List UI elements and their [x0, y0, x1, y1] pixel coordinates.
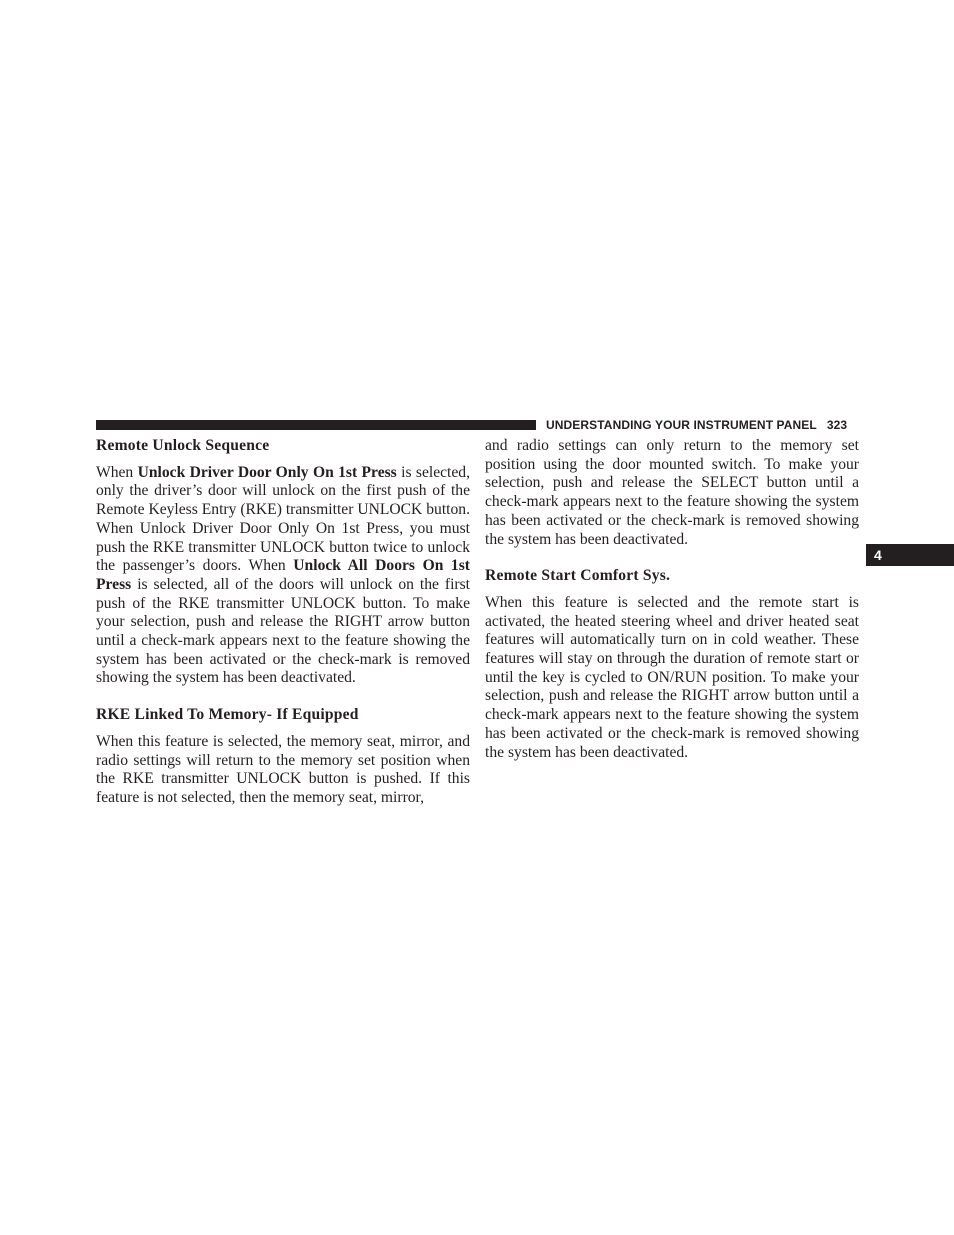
text-span: is selected, only the driver’s door will unlock on the first push of the Remote Keyless Entry (RKE) transmitter UNLOCK button. When Unlock Driver Door Only On 1st Press, you must push the RKE transmitter UNLOCK button twice to unlock the passenger’s doors. When	[96, 463, 470, 575]
page-number: 323	[826, 418, 848, 432]
right-column	[485, 437, 859, 762]
running-header	[546, 417, 847, 433]
rke-linked-to-memory-continued: and radio settings can only return to the memory set position using the door mounted switch. To make your selection, push and release the SELECT button until a check-mark appears next to the feature showing the system has been activated or the check-mark is removed showing the system has been deactivated.	[485, 437, 859, 548]
remote-start-comfort-heading: Remote Start Comfort Sys.	[485, 567, 671, 585]
chapter-tab: 4	[866, 544, 954, 566]
text-span: When	[96, 463, 134, 481]
remote-unlock-sequence-heading: Remote Unlock Sequence	[96, 437, 270, 454]
rke-linked-to-memory-heading: RKE Linked To Memory- If Equipped	[96, 706, 359, 724]
remote-unlock-sequence-paragraph	[96, 464, 470, 688]
rke-linked-to-memory-paragraph: When this feature is selected, the memory seat, mirror, and radio settings will return to the memory set position when the RKE transmitter UNLOCK button is pushed. If this feature is not selected, then the memory seat, mirror,	[96, 732, 470, 806]
text-span: is selected, all of the doors will unlock on the first push of the RKE transmitter UNLOCK button. To make your selection, push and release the RIGHT arrow button until a check-mark appears next to the feature showing the system has been activated or the check-mark is removed showing the system has been deactivated.	[96, 575, 470, 687]
remote-start-comfort-paragraph: When this feature is selected and the remote start is activated, the heated steering wheel and driver heated seat features will automatically turn on in cold weather. These features will stay on through the duration of remote start or until the key is cycled to ON/RUN position. To make your selection, push and release the RIGHT arrow button until a check-mark appears next to the feature showing the system has been activated or the check-mark is removed showing the system has been deactivated.	[485, 593, 859, 761]
option-unlock-driver-door: Unlock Driver Door Only On 1st Press	[137, 463, 397, 481]
section-title: UNDERSTANDING YOUR INSTRUMENT PANEL	[546, 418, 817, 432]
left-column	[96, 437, 470, 808]
option-unlock-all-doors: Unlock All Doors On 1st Press	[96, 557, 470, 593]
header-rule	[96, 420, 536, 430]
